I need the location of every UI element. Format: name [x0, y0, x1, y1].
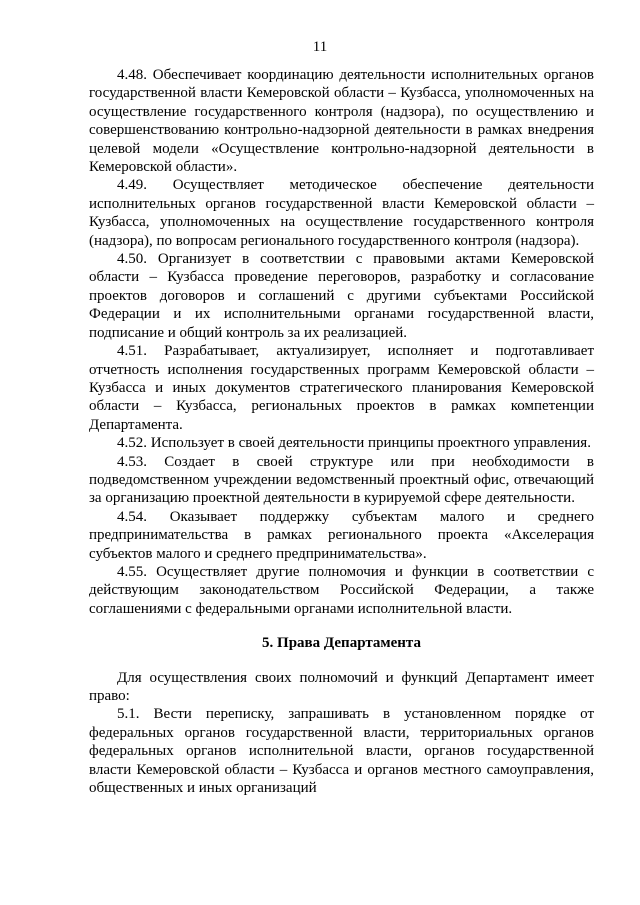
paragraph-4-52: 4.52. Использует в своей деятельности принципы проектного управления. — [117, 435, 591, 452]
paragraph-4-49: 4.49. Осуществляет методическое обеспечение деятельности исполнительных органов государственной власти Кемеровской области – Кузбасса, уполномоченных на осуществление государственного контроля (надзора), по вопросам регионального государственного контроля (надзора). — [89, 177, 594, 249]
paragraph-4-48: 4.48. Обеспечивает координацию деятельности исполнительных органов государственной власти Кемеровской области – Кузбасса, уполномоченных на осуществление государственного контроля (надзора), по осуществлению и совершенствованию контрольно-надзорной деятельности в рамках внедрения целевой модели «Осуществление контрольно-надзорной деятельности в Кемеровской области». — [89, 67, 594, 176]
paragraph-section-intro: Для осуществления своих полномочий и функций Департамент имеет право: — [89, 669, 594, 704]
paragraph-4-55: 4.55. Осуществляет другие полномочия и функции в соответствии с действующим законодательством Российской Федерации, а также соглашениями с федеральными органами исполнительной власти. — [89, 563, 594, 617]
paragraph-4-51: 4.51. Разрабатывает, актуализирует, исполняет и подготавливает отчетность исполнения государственных программ Кемеровской области – Кузбасса и иных документов стратегического планирования Кемеровской области – Кузбасса, региональных проектов в рамках компетенции Департамента. — [89, 343, 594, 433]
paragraph-5-1: 5.1. Вести переписку, запрашивать в установленном порядке от федеральных органов государственной власти, территориальных органов федеральных органов исполнительной власти, органов государственной власти Кемеровской области – Кузбасса и органов местного самоуправления, общественных и иных организаций — [89, 706, 594, 797]
section-heading: 5. Права Департамента — [262, 635, 421, 652]
paragraph-4-50: 4.50. Организует в соответствии с правовыми актами Кемеровской области – Кузбасса проведение переговоров, разработку и согласование проектов договоров и соглашений с другими субъектами Российской Федерации и их исполнительными органами государственной власти, подписание и общий контроль за их реализацией. — [89, 251, 594, 341]
page-number: 11 — [312, 39, 328, 55]
paragraph-4-54: 4.54. Оказывает поддержку субъектам малого и среднего предпринимательства в рамках регионального проекта «Акселерация субъектов малого и среднего предпринимательства». — [89, 508, 594, 562]
document-body — [89, 66, 594, 797]
paragraph-4-53: 4.53. Создает в своей структуре или при необходимости в подведомственном учреждении ведомственный проектный офис, отвечающий за организацию проектной деятельности в курируемой сфере деятельности. — [89, 453, 594, 507]
